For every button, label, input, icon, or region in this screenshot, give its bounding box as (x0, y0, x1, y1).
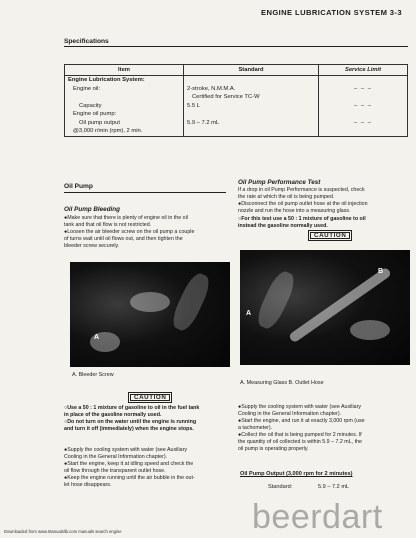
table-cell: – – – (319, 85, 408, 94)
output-standard-value: 5.9 – 7.2 mL (318, 484, 350, 490)
table-cell (184, 110, 319, 119)
table-cell (184, 76, 319, 85)
specifications-heading: Specifications (64, 38, 109, 45)
text-line: a tachometer). (238, 425, 273, 431)
photo-callout-b: B (378, 268, 384, 275)
table-cell: Oil pump output (65, 119, 184, 128)
text-line: ●Collect the oil that is being pumped for 2 minutes. If (238, 432, 362, 438)
oil-pump-heading: Oil Pump (64, 183, 93, 190)
table-cell: Certified for Service TC-W (184, 93, 319, 102)
text-line: in place of the gasoline normally used. (64, 412, 162, 418)
table-cell (319, 127, 408, 136)
table-row (65, 85, 408, 94)
table-row (65, 76, 408, 85)
output-standard-label: Standard: (268, 484, 293, 490)
table-cell: Engine oil pump: (65, 110, 184, 119)
table-cell: – – – (319, 102, 408, 111)
photo-highlight (168, 270, 213, 334)
photo-callout-a: A (246, 310, 252, 317)
right-procedure-text (238, 404, 412, 453)
column-header-standard: Standard (184, 65, 319, 76)
left-procedure-text (64, 447, 234, 489)
text-line: the rate at which the oil is being pumped. (238, 194, 335, 200)
text-line: ●Supply the cooling system with water (see Auxiliary (64, 447, 188, 453)
text-line: nozzle and run the hose into a measuring glass. (238, 208, 351, 214)
table-cell: @3,000 r/min (rpm), 2 min. (65, 127, 184, 136)
caution-text-left (64, 405, 234, 433)
text-line: bleeder screw securely. (64, 243, 120, 249)
text-line: Cooling in the General Information chapter). (238, 411, 342, 417)
photo-highlight (253, 268, 298, 332)
text-line: let hose disappears. (64, 482, 112, 488)
table-row (65, 127, 408, 136)
text-line: oil flow through the transparent outlet hose. (64, 468, 166, 474)
page-header-title: ENGINE LUBRICATION SYSTEM 3-3 (261, 8, 402, 17)
text-line: ○Use a 50 : 1 mixture of gasoline to oil in the fuel tank (64, 405, 200, 411)
text-line: the quantity of oil collected is within 5.9 – 7.2 mL, the (238, 439, 362, 445)
text-line: ○Do not turn on the water until the engine is running (64, 419, 197, 425)
table-cell: – – – (319, 119, 408, 128)
table-cell: Engine oil: (65, 85, 184, 94)
measuring-glass-photo (240, 250, 410, 365)
oil-pump-output-title: Oil Pump Output (3,000 rpm for 2 minutes) (240, 471, 353, 477)
text-line: tank and that oil flow is not restricted. (64, 222, 152, 228)
photo-highlight (350, 320, 390, 340)
text-line: ●Loosen the air bleeder screw on the oil pump a couple (64, 229, 195, 235)
table-cell (319, 110, 408, 119)
table-cell: 2-stroke, N.M.M.A. (184, 85, 319, 94)
text-line: and turn it off (immediately) when the engine stops. (64, 426, 194, 432)
table-cell (319, 93, 408, 102)
table-cell: 5.9 – 7.2 mL (184, 119, 319, 128)
table-cell (319, 76, 408, 85)
bleeding-instructions (64, 215, 232, 250)
text-line: If a drop in oil Pump Performance is suspected, check (238, 187, 365, 193)
text-line: ●Make sure that there is plenty of engine oil in the oil (64, 215, 188, 221)
text-line: ●Supply the cooling system with water (see Auxiliary (238, 404, 362, 410)
download-footer: Downloaded from www.Manualslib.com manuals search engine (4, 529, 122, 534)
text-line: ●Keep the engine running until the air bubble in the out- (64, 475, 195, 481)
oil-pump-rule (64, 192, 226, 193)
table-cell (184, 127, 319, 136)
specifications-rule (64, 46, 408, 47)
performance-test-title: Oil Pump Performance Test (238, 179, 321, 186)
measuring-glass-caption: A. Measuring Glass B. Outlet Hose (240, 380, 324, 386)
column-header-service-limit: Service Limit (319, 65, 408, 76)
text-line: ●Start the engine, and run it at exactly 3,000 rpm (use (238, 418, 365, 424)
performance-test-intro (238, 187, 410, 215)
column-header-item: Item (65, 65, 184, 76)
table-cell: Engine Lubrication System: (65, 76, 184, 85)
text-line: ●Disconnect the oil pump outlet hose at the oil injection (238, 201, 368, 207)
text-line: instead the gasoline normally used. (238, 223, 328, 229)
text-line: Cooling in the General Information chapter). (64, 454, 168, 460)
performance-test-note (238, 216, 410, 230)
caution-label-left: CAUTION (128, 392, 172, 403)
table-row (65, 102, 408, 111)
bleeder-screw-photo (70, 262, 230, 367)
oil-pump-bleeding-title: Oil Pump Bleeding (64, 206, 120, 213)
text-line: ●Start the engine, keep it at idling speed and check the (64, 461, 194, 467)
table-cell: Capacity (65, 102, 184, 111)
photo-highlight (130, 292, 170, 312)
text-line: oil pump is operating properly. (238, 446, 309, 452)
bleeder-screw-caption: A. Bleeder Screw (72, 372, 114, 378)
caution-label-right: CAUTION (308, 230, 352, 241)
table-header-row (65, 65, 408, 76)
table-cell (65, 93, 184, 102)
table-row (65, 119, 408, 128)
watermark-text: beerdart (252, 498, 383, 536)
text-line: of turns wait until oil flows out, and then tighten the (64, 236, 183, 242)
text-line: ○For this test use a 50 : 1 mixture of gasoline to oil (238, 216, 366, 222)
table-row (65, 93, 408, 102)
table-row (65, 110, 408, 119)
specifications-table (64, 64, 408, 137)
photo-callout-a: A (94, 334, 100, 341)
table-cell: 5.5 L (184, 102, 319, 111)
